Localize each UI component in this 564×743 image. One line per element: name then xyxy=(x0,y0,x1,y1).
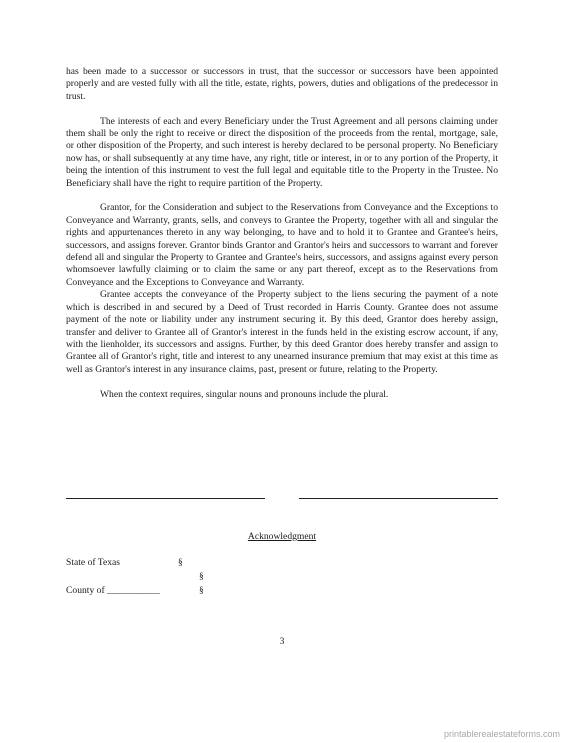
paragraph-grantee-acceptance: Grantee accepts the conveyance of the Property subject to the liens securing the payment of a note which is described in and secured by a Deed of Trust recorded in Harris County. Grantee does not assume payment of the note or liability under any instrument securing it. By this deed, Grantor does hereby assign, transfer and deliver to Grantee all of Grantor's interest in the funds held in the existing escrow account, if any, with the lienholder, its successors and assigns. Further, by this deed Grantor does hereby transfer and assign to Grantee all of Grantor's right, title and interest to any unearned insurance premium that may exist at this time as well as Grantor's interest in any insurance claims, past, present or future, relating to the Property. xyxy=(66,289,498,375)
site-watermark: printablerealestateforms.com xyxy=(443,729,560,739)
page-number: 3 xyxy=(279,636,285,647)
signature-line-grantor xyxy=(66,498,265,499)
state-label: State of Texas xyxy=(66,557,121,568)
section-mark-county: § xyxy=(199,585,204,596)
signature-line-grantee xyxy=(299,498,498,499)
section-mark-state: § xyxy=(178,557,183,568)
section-mark-middle: § xyxy=(199,571,204,582)
paragraph-grantor-conveyance: Grantor, for the Consideration and subject to the Reservations from Conveyance and the Exceptions to Conveyance and Warranty, grants, sells, and conveys to Grantee the Property, together with all and singular the rights and appurtenances thereto in any way belonging, to have and to hold it to Grantee and Grantee's heirs, successors, and assigns forever. Grantor binds Grantor and Grantor's heirs and successors to warrant and forever defend all and singular the Property to Grantee and Grantee's heirs, successors, and assigns against every person whomsoever lawfully claiming or to claim the same or any part thereof, except as to the Reservations from Conveyance and the Exceptions to Conveyance and Warranty. xyxy=(66,202,498,288)
paragraph-beneficiary-interests: The interests of each and every Beneficiary under the Trust Agreement and all persons claiming under them shall be only the right to receive or direct the disposition of the proceeds from the rental, mortgage, sale, or other disposition of the Property, and such interest is hereby declared to be personal property. No Beneficiary now has, or shall subsequently at any time have, any right, title or interest, in or to any portion of the Property, it being the intention of this instrument to vest the full legal and equitable title to the Property in the Trustee. No Beneficiary shall have the right to require partition of the Property. xyxy=(66,115,498,189)
document-body xyxy=(66,66,498,401)
acknowledgment-heading: Acknowledgment xyxy=(247,531,317,542)
paragraph-context-plural: When the context requires, singular nouns and pronouns include the plural. xyxy=(100,388,389,400)
county-label: County of ___________ xyxy=(66,585,160,596)
paragraph-trust-successor: has been made to a successor or successors in trust, that the successor or successors have been appointed properly and are vested fully with all the title, estate, rights, powers, duties and obligations of the predecessor in trust. xyxy=(66,66,498,102)
